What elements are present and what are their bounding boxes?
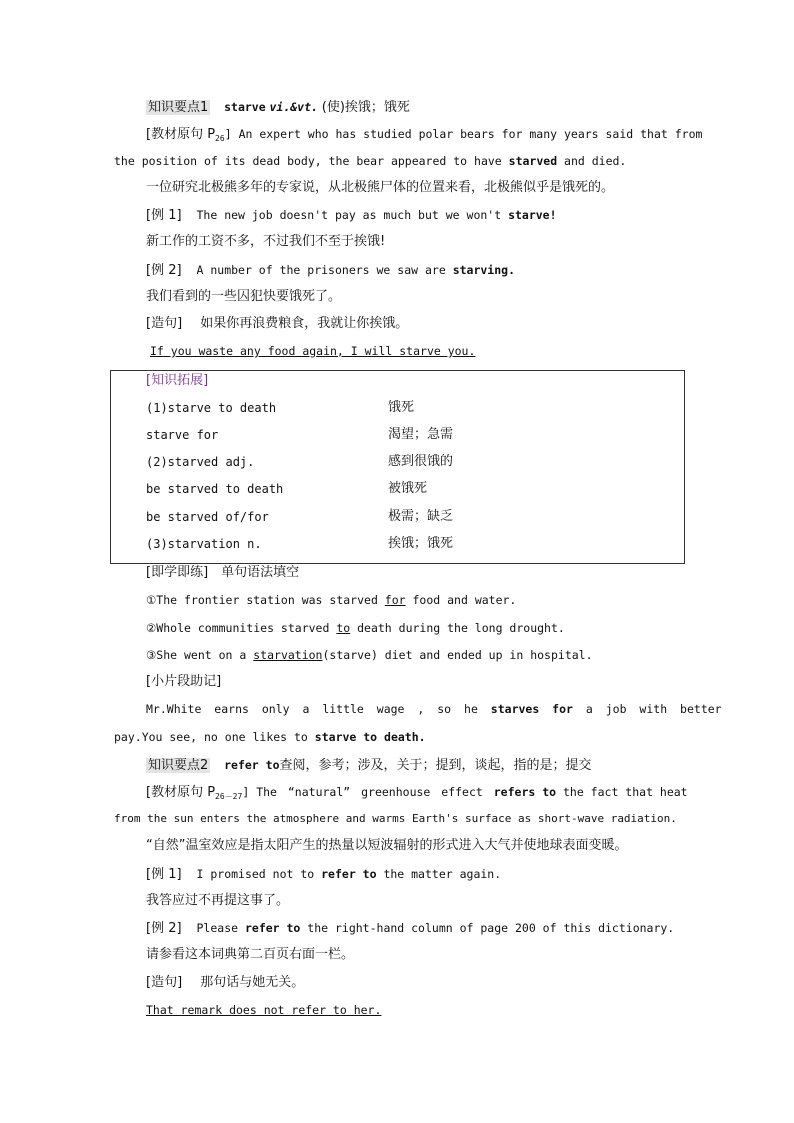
- memo-line1: [0, 696, 794, 722]
- source-page: 26: [215, 134, 225, 143]
- expansion-row: [146, 422, 686, 448]
- expansion-title: [146, 368, 686, 394]
- expansion-en: starve for: [146, 428, 219, 442]
- answer-underlined: That remark does not refer to her.: [146, 1003, 382, 1017]
- point1-meaning: (使)挨饿；饿死: [321, 100, 410, 115]
- point2-example2: [0, 915, 794, 941]
- point1-source-line1: [0, 121, 794, 147]
- point2-example2-zh: 请参看这本词典第二百页右面一栏。: [146, 947, 355, 962]
- keyword: refers to: [493, 785, 557, 799]
- expansion-en: (2)starved adj.: [146, 455, 255, 469]
- point2-source-line2: from the sun enters the atmosphere and warms Earth's surface as short-wave radiation.: [114, 812, 677, 825]
- keyword: starve to death.: [314, 730, 426, 744]
- source-text: the position of its dead body, the bear appeared to have: [114, 154, 509, 168]
- point2-make-answer: [0, 997, 794, 1023]
- make-zh: 如果你再浪费粮食，我就让你挨饿。: [200, 316, 409, 331]
- expansion-row: [146, 504, 686, 530]
- practice-q3: [0, 642, 794, 668]
- expansion-en: (1)starve to death: [146, 401, 277, 415]
- question-text: death during the long drought.: [350, 621, 565, 635]
- example-text: The new job doesn't pay as much but we won't: [196, 208, 509, 222]
- point1-example1-zh: 新工作的工资不多，不过我们不至于挨饿!: [146, 234, 386, 249]
- expansion-zh: 渴望；急需: [388, 427, 454, 442]
- question-text: (starve) diet and ended up in hospital.: [322, 648, 593, 662]
- memo-line2: [0, 724, 794, 750]
- memo-title: [小片段助记]: [146, 674, 222, 689]
- source-close: ]: [224, 127, 232, 141]
- expansion-zh: 感到很饿的: [388, 454, 454, 469]
- answer-underlined: If you waste any food again, I will starve you.: [150, 344, 476, 358]
- source-text: and died.: [557, 154, 627, 168]
- keyword: starves for: [490, 702, 573, 716]
- expansion-zh: 挨饿；饿死: [388, 536, 454, 551]
- keyword: starving.: [452, 263, 515, 277]
- expansion-en: be starved to death: [146, 482, 284, 496]
- make-label: [造句]: [146, 316, 183, 331]
- answer-underlined: to: [336, 621, 351, 635]
- point1-heading: [0, 94, 794, 120]
- expansion-row: [146, 531, 686, 557]
- make-zh: 那句话与她无关。: [200, 975, 305, 990]
- expansion-row: [146, 476, 686, 502]
- question-text: food and water.: [405, 593, 517, 607]
- point1-pos: vi.&vt.: [269, 100, 318, 114]
- example-label: [例 2]: [146, 921, 182, 936]
- question-text: ①The frontier station was starved: [146, 593, 385, 607]
- memo-text: Mr.White earns only a little wage , so he: [146, 702, 491, 716]
- expansion-en: be starved of/for: [146, 510, 269, 524]
- memo-text: pay.You see, no one likes to: [114, 730, 315, 744]
- example-label: [例 1]: [146, 867, 182, 882]
- point1-label: 知识要点1: [148, 100, 209, 115]
- point1-example1: [0, 202, 794, 228]
- practice-q1: [0, 587, 794, 613]
- expansion-row: [146, 449, 686, 475]
- point1-word: starve: [224, 100, 266, 114]
- source-page: 26－27: [215, 792, 243, 801]
- keyword: starved: [508, 154, 558, 168]
- point1-example2: [0, 257, 794, 283]
- point2-source-line1: [0, 779, 794, 805]
- source-label: [教材原句 P: [146, 785, 216, 800]
- memo-text: a job with better: [572, 702, 722, 716]
- answer-underlined: starvation: [253, 648, 323, 662]
- expansion-zh: 极需；缺乏: [388, 509, 454, 524]
- point1-example2-zh: 我们看到的一些囚犯快要饿死了。: [146, 289, 342, 304]
- question-text: ③She went on a: [146, 648, 254, 662]
- example-label: [例 2]: [146, 263, 182, 278]
- expansion-zh: 被饿死: [388, 481, 428, 496]
- example-text: the right-hand column of page 200 of this dictionary.: [300, 921, 675, 935]
- point2-make-sentence: [0, 970, 794, 996]
- question-text: ②Whole communities starved: [146, 621, 337, 635]
- keyword: starve!: [508, 208, 557, 222]
- example-text: Please: [196, 921, 245, 935]
- make-label: [造句]: [146, 975, 183, 990]
- point2-heading: [0, 752, 794, 778]
- point1-source-zh: 一位研究北极熊多年的专家说，从北极熊尸体的位置来看，北极熊似乎是饿死的。: [146, 180, 615, 195]
- point2-example1: [0, 861, 794, 887]
- point2-meaning: 查阅，参考；涉及，关于；提到，谈起，指的是；提交: [279, 758, 592, 773]
- keyword: refer to: [244, 921, 301, 935]
- source-close: ]: [242, 785, 250, 799]
- point1-source-line2: [0, 148, 794, 174]
- practice-q2: [0, 615, 794, 641]
- answer-underlined: for: [384, 593, 406, 607]
- expansion-row: [146, 395, 686, 421]
- expansion-en: (3)starvation n.: [146, 537, 262, 551]
- example-text: the matter again.: [376, 867, 502, 881]
- point1-make-sentence: [0, 311, 794, 337]
- expansion-title-text: [知识拓展]: [146, 373, 209, 388]
- example-label: [例 1]: [146, 208, 182, 223]
- point1-source-en-1: An expert who has studied polar bears for many years said that from: [238, 127, 703, 141]
- keyword: refer to: [321, 867, 377, 881]
- point2-example1-zh: 我答应过不再提这事了。: [146, 893, 290, 908]
- point2-source-zh: “自然”温室效应是指太阳产生的热量以短波辐射的形式进入大气并使地球表面变暖。: [146, 838, 628, 853]
- source-text: the fact that heat: [556, 785, 688, 799]
- point2-label: 知识要点2: [148, 758, 209, 773]
- example-text: I promised not to: [196, 867, 322, 881]
- practice-title: [即学即练] 单句语法填空: [146, 565, 300, 580]
- point2-word: refer to: [224, 758, 280, 772]
- source-label: [教材原句 P: [146, 127, 216, 142]
- expansion-zh: 饿死: [388, 400, 415, 415]
- point1-make-answer: [0, 338, 794, 364]
- example-text: A number of the prisoners we saw are: [196, 263, 453, 277]
- source-text: The “natural” greenhouse effect: [256, 785, 494, 799]
